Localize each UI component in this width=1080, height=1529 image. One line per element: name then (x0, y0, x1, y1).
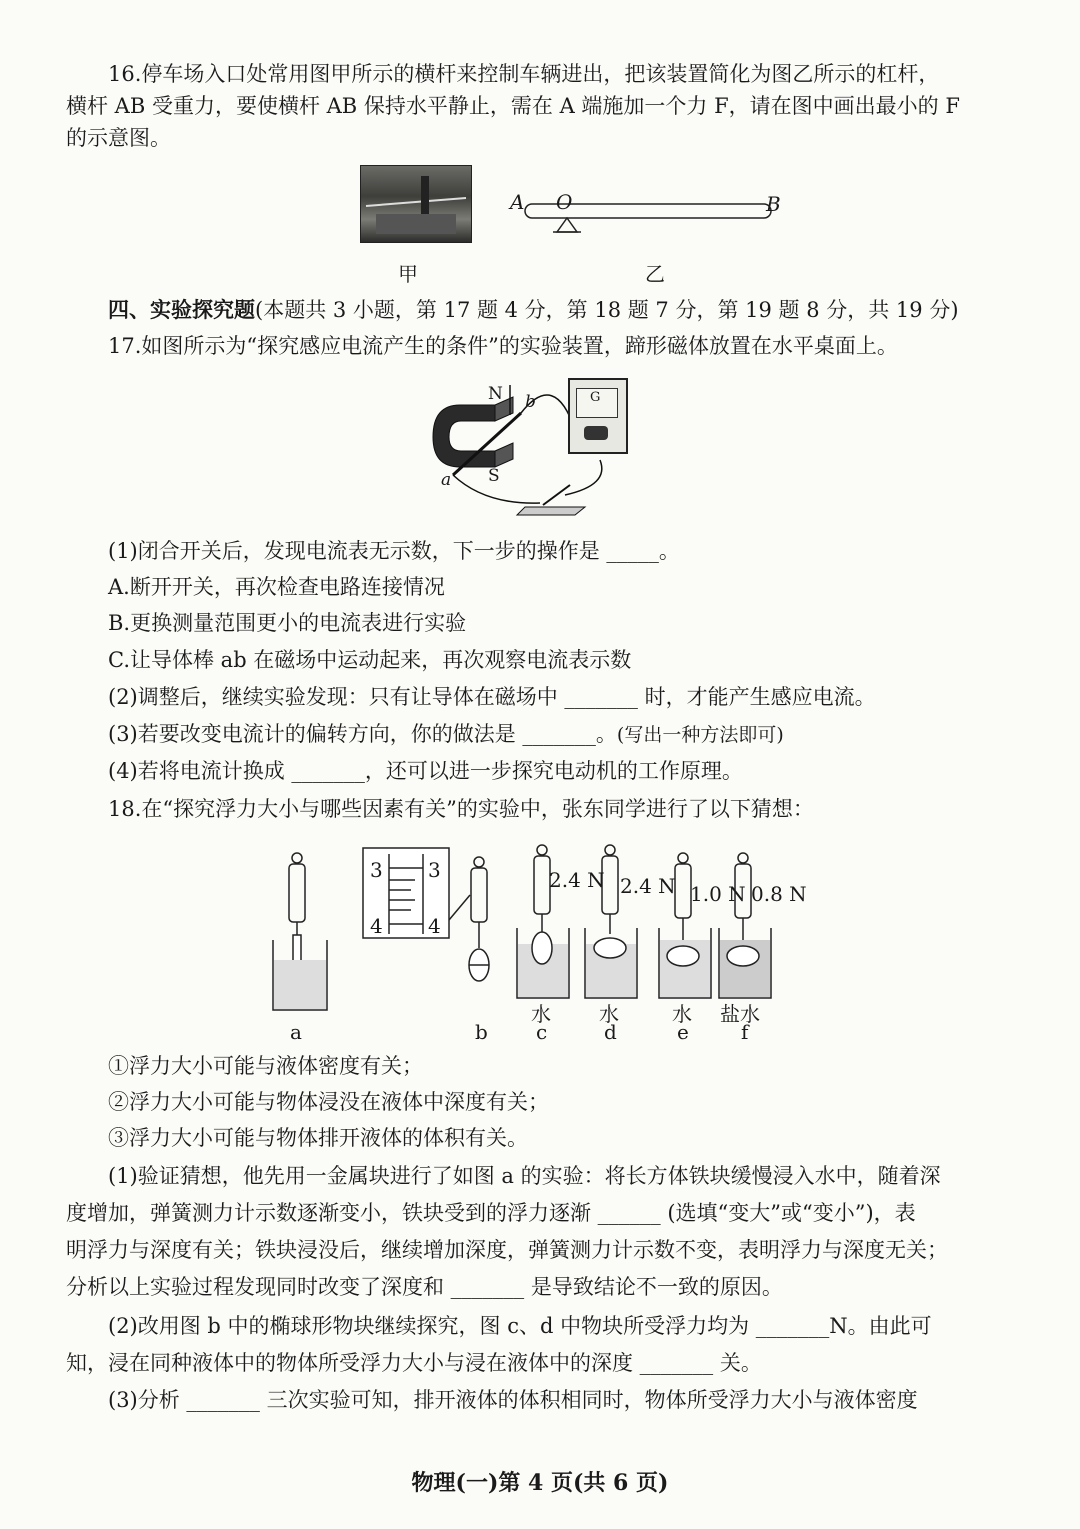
fig-yi-label: 乙 (645, 262, 665, 286)
fig-label-e: e (677, 1020, 689, 1044)
reading-f: 0.8 N (751, 882, 807, 906)
point-b-label: B (766, 192, 781, 216)
q17-stem: 17.如图所示为“探究感应电流产生的条件”的实验装置，蹄形磁体放置在水平桌面上。 (108, 334, 898, 358)
point-a-label: A (510, 190, 525, 214)
q18-p1-line-2: 度增加，弹簧测力计示数逐渐变小，铁块受到的浮力逐渐 ______ (选填“变大”或“变小”)，表 (66, 1201, 916, 1225)
liquid-f: 盐水 (720, 1002, 760, 1026)
scale-bottom-right: 4 (428, 914, 441, 938)
liquid-e: 水 (672, 1002, 692, 1026)
lever-diagram (505, 190, 785, 250)
reading-c: 2.4 N (549, 868, 605, 892)
fig-label-b: b (475, 1020, 488, 1044)
q18-stem: 18.在“探究浮力大小与哪些因素有关”的实验中，张东同学进行了以下猜想： (108, 797, 814, 821)
scale-bottom-left: 4 (370, 914, 383, 938)
q17-option-c: C.让导体棒 ab 在磁场中运动起来，再次观察电流表示数 (108, 648, 632, 672)
fig-jia-label: 甲 (398, 262, 418, 286)
fig-label-d: d (604, 1020, 617, 1044)
q17-p3 (108, 720, 1058, 749)
q18-p2-line-2: 知，浸在同种液体中的物体所受浮力大小与浸在液体中的深度 _______ 关。 (66, 1351, 762, 1375)
q18-p1-line-1: (1)验证猜想，他先用一金属块进行了如图 a 的实验：将长方体铁块缓慢浸入水中，随着深 (108, 1164, 941, 1188)
q16-line-3: 的示意图。 (66, 126, 171, 150)
page-footer: 物理(一)第 4 页(共 6 页) (411, 1470, 669, 1496)
barrier-photo (360, 165, 472, 243)
galvanometer (568, 378, 628, 454)
q17-option-a: A.断开开关，再次检查电路连接情况 (108, 575, 445, 599)
q17-p2: (2)调整后，继续实验发现：只有让导体在磁场中 _______ 时，才能产生感应电流。 (108, 685, 876, 709)
q17-p3-text: (3)若要改变电流计的偏转方向，你的做法是 _______。 (108, 722, 617, 746)
q18-guess-3: ③浮力大小可能与物体排开液体的体积有关。 (108, 1126, 528, 1150)
galvanometer-label: G (590, 390, 601, 405)
reading-d: 2.4 N (620, 874, 676, 898)
q18-p2-line-1: (2)改用图 b 中的椭球形物块继续探究，图 c、d 中物块所受浮力均为 _______N。由此可 (108, 1314, 932, 1338)
liquid-d: 水 (599, 1002, 619, 1026)
fig-label-c: c (536, 1020, 548, 1044)
q16-line-2: 横杆 AB 受重力，要使横杆 AB 保持水平静止，需在 A 端施加一个力 F，请在图中画出最小的 F (66, 94, 960, 118)
q18-guess-2: ②浮力大小可能与物体浸没在液体中深度有关； (108, 1090, 549, 1114)
scale-top-right: 3 (428, 858, 441, 882)
rod-a-label: a (441, 470, 452, 490)
reading-e: 1.0 N (690, 882, 746, 906)
magnet-s-label: S (488, 466, 500, 486)
rod-b-label: b (525, 392, 536, 412)
section-note: (本题共 3 小题，第 17 题 4 分，第 18 题 7 分，第 19 题 8 分，共 19 分) (255, 298, 959, 322)
point-o-label: O (556, 190, 573, 214)
section-title: 四、实验探究题 (108, 297, 255, 322)
q17-p1: (1)闭合开关后，发现电流表无示数，下一步的操作是 _____。 (108, 539, 680, 563)
q17-p4: (4)若将电流计换成 _______，还可以进一步探究电动机的工作原理。 (108, 759, 743, 783)
section-heading (108, 296, 1058, 324)
q17-p3-note: (写出一种方法即可) (616, 724, 784, 746)
q18-p1-line-3: 明浮力与深度有关；铁块浸没后，继续增加深度，弹簧测力计示数不变，表明浮力与深度无关； (66, 1238, 948, 1262)
scale-top-left: 3 (370, 858, 383, 882)
q18-guess-1: ①浮力大小可能与液体密度有关； (108, 1054, 423, 1078)
liquid-c: 水 (531, 1002, 551, 1026)
magnet-n-label: N (488, 384, 503, 404)
fig-label-f: f (741, 1020, 749, 1044)
q17-option-b: B.更换测量范围更小的电流表进行实验 (108, 611, 467, 635)
q18-p3-line-1: (3)分析 _______ 三次实验可知，排开液体的体积相同时，物体所受浮力大小与液体密度 (108, 1388, 918, 1412)
q18-p1-line-4: 分析以上实验过程发现同时改变了深度和 _______ 是导致结论不一致的原因。 (66, 1275, 783, 1299)
q16-line-1: 16.停车场入口处常用图甲所示的横杆来控制车辆进出，把该装置简化为图乙所示的杠杆， (108, 62, 940, 86)
fig-label-a: a (290, 1020, 302, 1044)
